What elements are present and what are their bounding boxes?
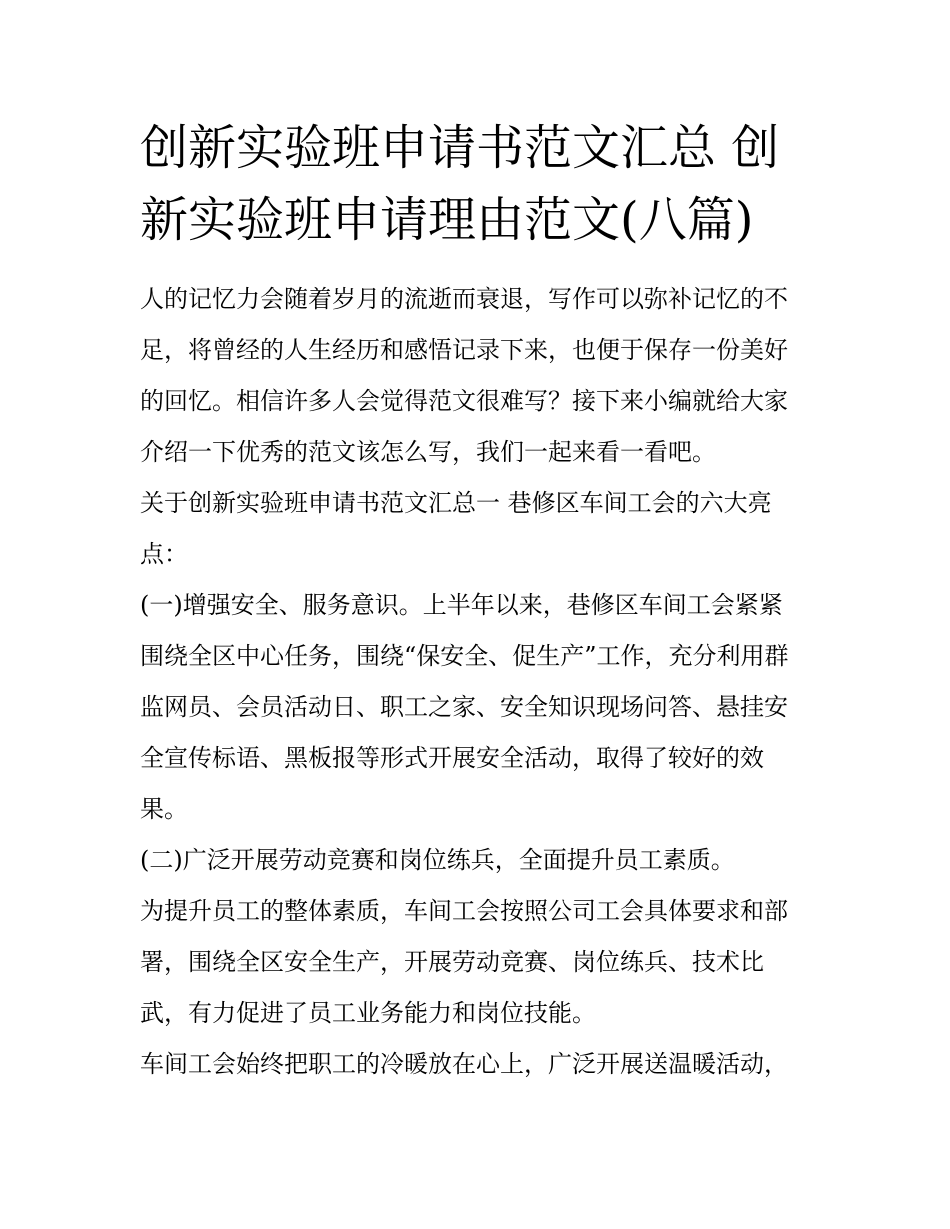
paragraph-line: 武，有力促进了员工业务能力和岗位技能。 bbox=[140, 999, 596, 1027]
paragraph-line: 介绍一下优秀的范文该怎么写，我们一起来看一看吧。 bbox=[140, 438, 716, 466]
paragraph-line: 的回忆。相信许多人会觉得范文很难写？接下来小编就给大家 bbox=[140, 387, 788, 415]
paragraph-line: 为提升员工的整体素质，车间工会按照公司工会具体要求和部 bbox=[140, 897, 788, 925]
paragraph-line: 关于创新实验班申请书范文汇总一 巷修区车间工会的六大亮 bbox=[140, 489, 772, 517]
paragraph-line: 果。 bbox=[140, 795, 188, 823]
paragraph-line: (一)增强安全、服务意识。上半年以来，巷修区车间工会紧紧 bbox=[140, 591, 783, 619]
paragraph-line: 点： bbox=[140, 540, 188, 568]
paragraph-line: 足，将曾经的人生经历和感悟记录下来，也便于保存一份美好 bbox=[140, 336, 788, 364]
paragraph-line: (二)广泛开展劳动竞赛和岗位练兵，全面提升员工素质。 bbox=[140, 846, 735, 874]
paragraph-line: 监网员、会员活动日、职工之家、安全知识现场问答、悬挂安 bbox=[140, 693, 788, 721]
document-title-line-1: 创新实验班申请书范文汇总 创 bbox=[140, 120, 780, 176]
paragraph-line: 署，围绕全区安全生产，开展劳动竞赛、岗位练兵、技术比 bbox=[140, 948, 764, 976]
paragraph-line: 围绕全区中心任务，围绕“保安全、促生产”工作，充分利用群 bbox=[140, 642, 789, 670]
paragraph-line: 人的记忆力会随着岁月的流逝而衰退，写作可以弥补记忆的不 bbox=[140, 285, 788, 313]
document-title-line-2: 新实验班申请理由范文(八篇) bbox=[140, 192, 754, 248]
paragraph-line: 车间工会始终把职工的冷暖放在心上，广泛开展送温暖活动， bbox=[140, 1050, 788, 1078]
paragraph-line: 全宣传标语、黑板报等形式开展安全活动，取得了较好的效 bbox=[140, 744, 764, 772]
